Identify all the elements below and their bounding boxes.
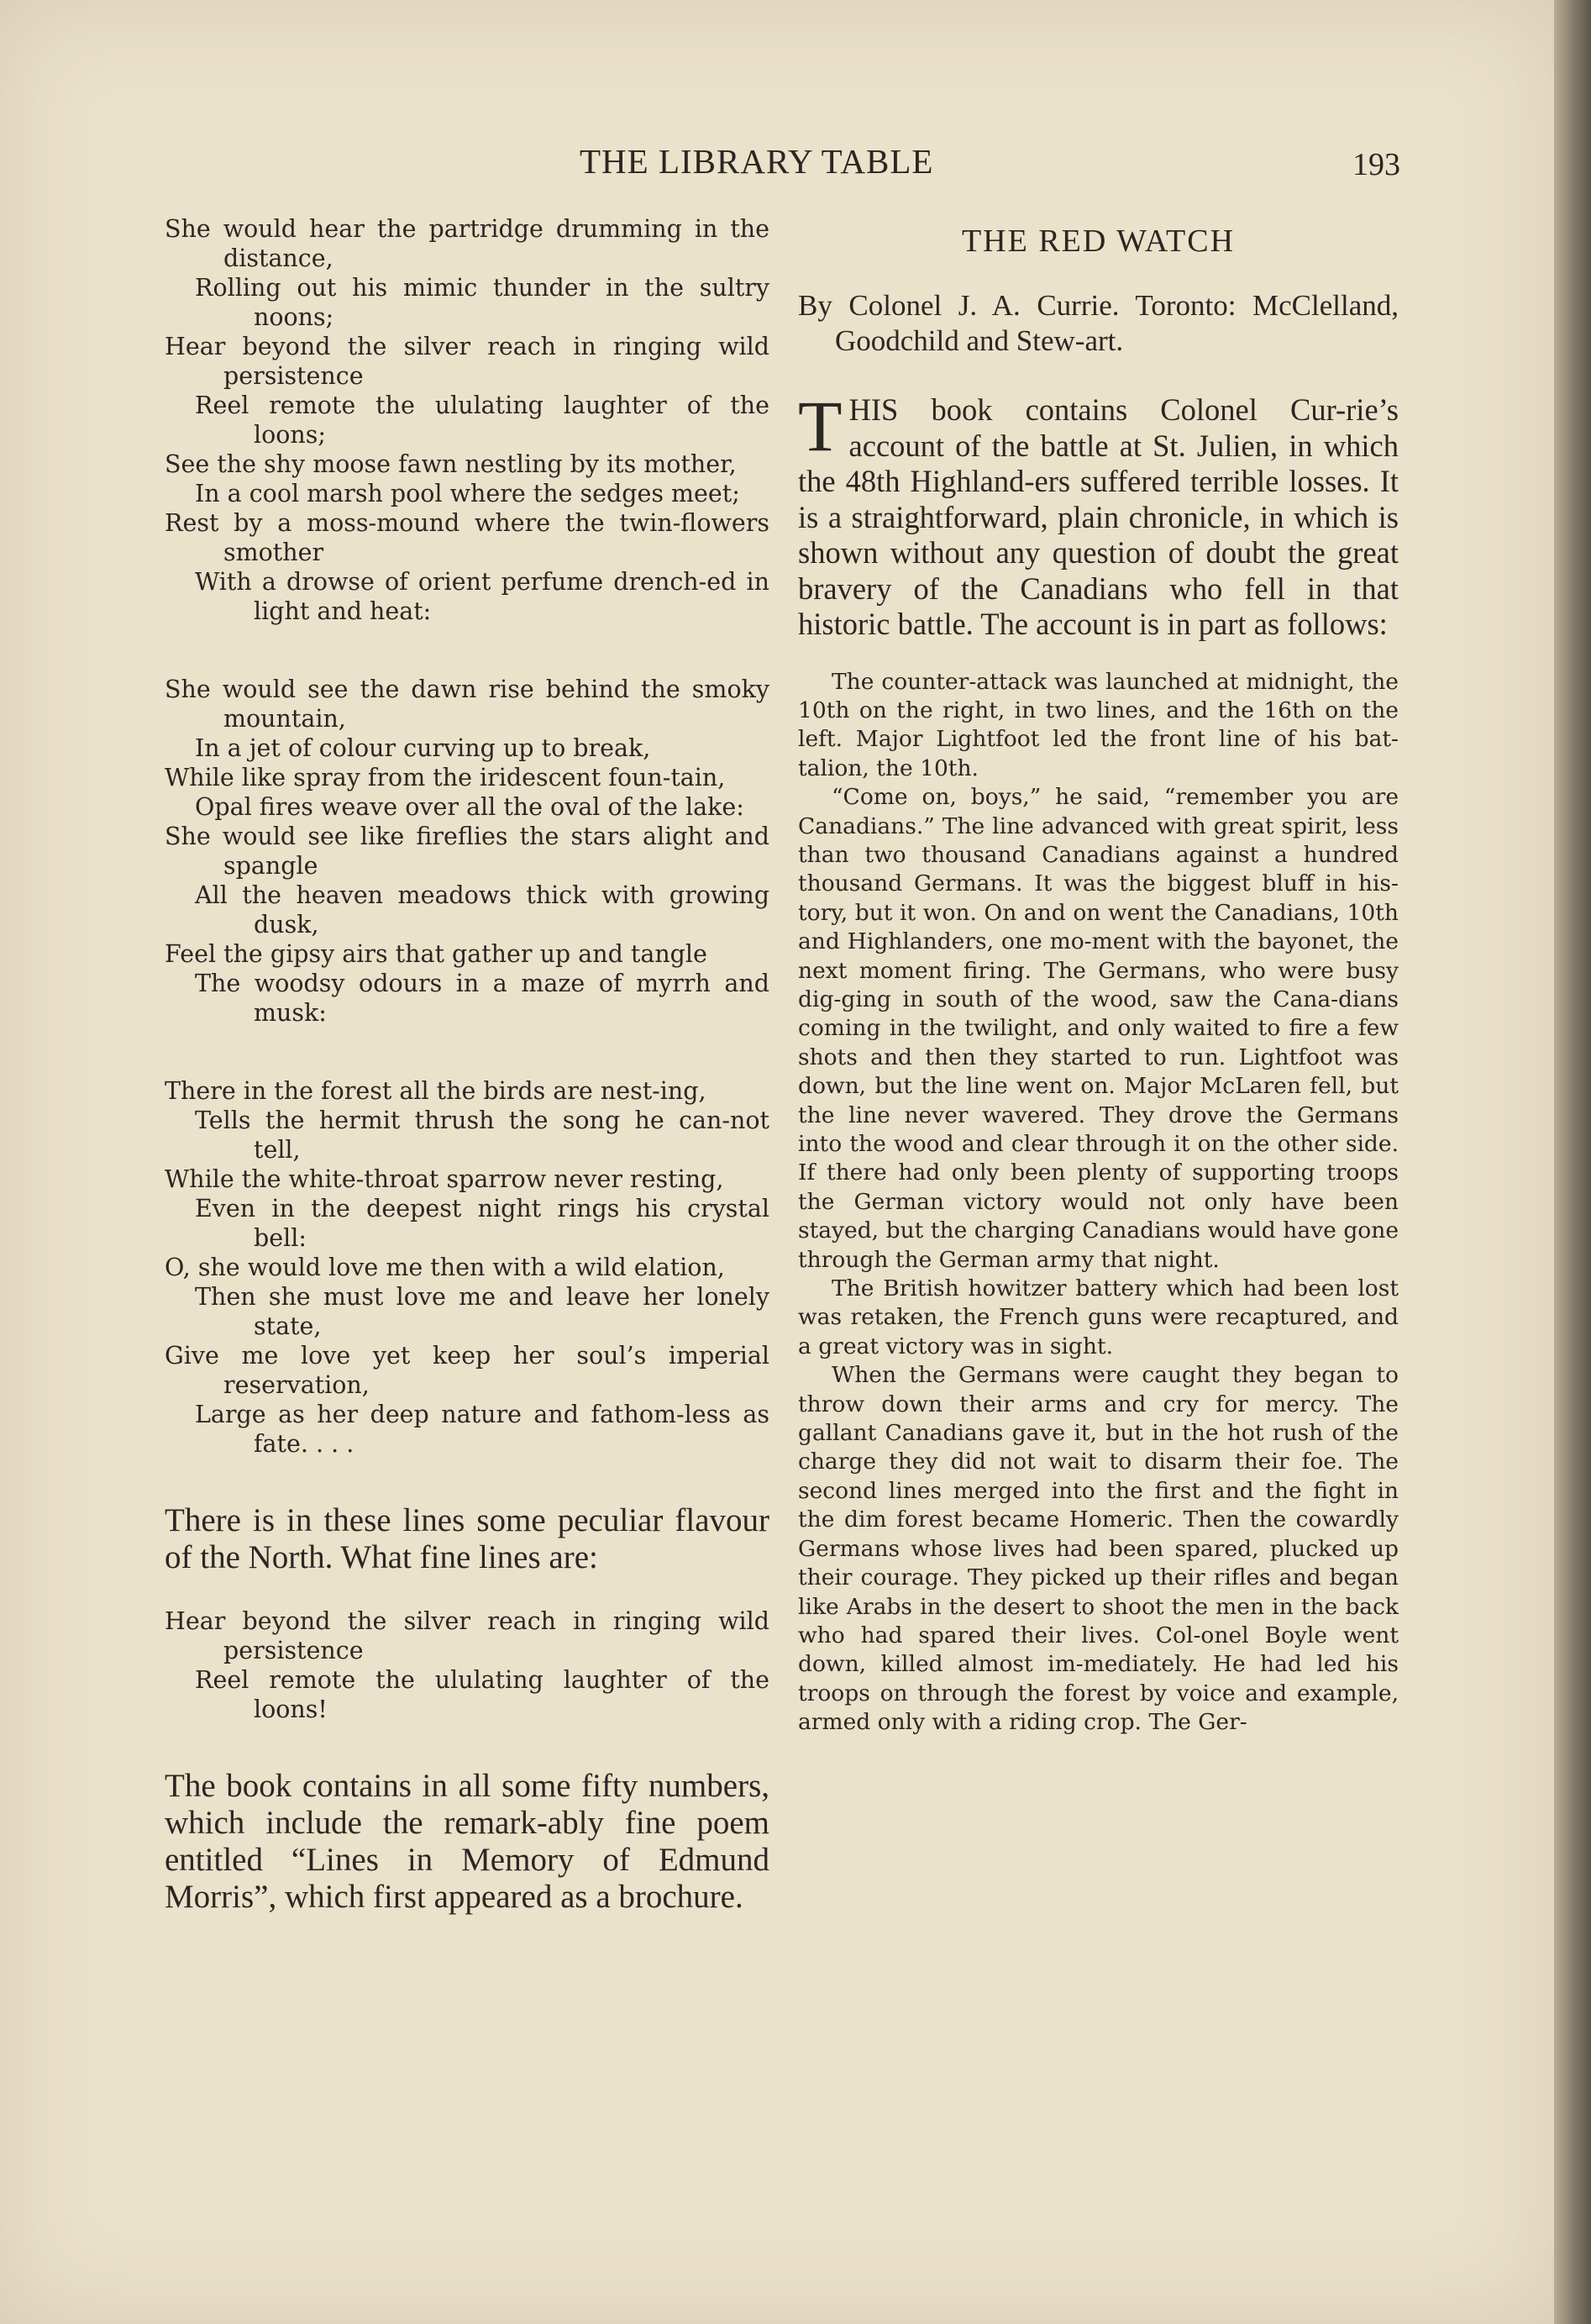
poem-line: She would hear the partridge drumming in the distance,	[165, 215, 769, 272]
extract-paragraph: The British howitzer battery which had been lost was retaken, the French guns were recaptured, and a great victory was in sight.	[798, 1275, 1399, 1359]
poem-line: While the white-throat sparrow never resting,	[165, 1165, 724, 1193]
extract-paragraph: When the Germans were caught they began to throw down their arms and cry for mercy. The gallant Canadians gave it, but in the hot rush of the charge they did not wait to disarm their foe. The second lines merged into the first and the fight in the dim forest became Homeric. Then the cowardly Germans whose lives had been spared, plucked up their courage. They picked up their rifles and began like Arabs in the desert to shoot the men in the back who had spared their lives. Col-onel Boyle went down, killed almost im-mediately. He had led his troops on through the forest by voice and example, armed only with a riding crop. The Ger-	[798, 1362, 1399, 1736]
article-title: THE RED WATCH	[961, 223, 1236, 259]
quoted-extract	[798, 668, 1399, 1738]
poem-line: Reel remote the ululating laughter of the loons;	[195, 392, 769, 449]
extract-paragraph: “Come on, boys,” he said, “remember you are Canadians.” The line advanced with great spirit, less than two thousand Canadians against a hundred thousand Germans. It was the biggest bluff in his-tory, but it won. On and on went the Canadians, 10th and Highlanders, one mo-ment with the bayonet, the next moment firing. The Germans, who were busy dig-ging in south of the wood, saw the Cana-dians coming in the twilight, and only waited to fire a few shots and then they started to run. Lightfoot was down, but the line went on. Major McLaren fell, but the line never wavered. They drove the Germans into the wood and clear through it on the other side. If there had only been plenty of supporting troops the German victory would not only have been stayed, but the charging Canadians would have gone through the German army that night.	[798, 784, 1399, 1273]
poem-line: Hear beyond the silver reach in ringing wild persistence	[165, 1607, 769, 1664]
intro-text: HIS book contains Colonel Cur-rie’s account of the battle at St. Julien, in which the 48th Highland-ers suffered terrible losses. It is a straightforward, plain chronicle, in which is shown without any question of doubt the great bravery of the Canadians who fell in that historic battle. The account is in part as follows:	[798, 392, 1399, 641]
poem-line: See the shy moose fawn nestling by its mother,	[165, 450, 737, 478]
stanza-gap	[165, 626, 769, 675]
byline: By Colonel J. A. Currie. Toronto: McClelland, Goodchild and Stew-art.	[798, 289, 1399, 357]
poem-line: Large as her deep nature and fathom-less as fate. . . .	[195, 1401, 769, 1458]
right-column	[798, 223, 1399, 1738]
poem-line: She would see like fireflies the stars alight and spangle	[165, 823, 769, 880]
commentary-paragraph: The book contains in all some fifty numbers, which include the remark-ably fine poem entitled “Lines in Memory of Edmund Morris”, which first appeared as a brochure.	[165, 1768, 769, 1915]
page-edge-shadow	[1554, 0, 1591, 2324]
page-number: 193	[1352, 147, 1400, 182]
poem-line: Reel remote the ululating laughter of the loons!	[195, 1666, 769, 1723]
poem-line: There in the forest all the birds are nest-ing,	[165, 1077, 706, 1105]
poem-stanza-1	[165, 214, 769, 626]
running-head	[0, 141, 1554, 192]
poem-line: O, she would love me then with a wild elation,	[165, 1254, 725, 1281]
poem-line: With a drowse of orient perfume drench-ed in light and heat:	[195, 568, 769, 625]
poem-stanza-2	[165, 675, 769, 1028]
poem-line: Tells the hermit thrush the song he can-not tell,	[195, 1107, 769, 1164]
poem-line: All the heaven meadows thick with growing dusk,	[195, 881, 769, 939]
stanza-gap	[165, 1028, 769, 1076]
commentary-paragraph: There is in these lines some peculiar flavour of the North. What fine lines are:	[165, 1502, 769, 1575]
poem-line: In a jet of colour curving up to break,	[195, 734, 651, 762]
poem-line: She would see the dawn rise behind the smoky mountain,	[165, 676, 769, 733]
poem-line: Rolling out his mimic thunder in the sultry noons;	[195, 274, 769, 331]
poem-line: While like spray from the iridescent foun-tain,	[165, 764, 726, 791]
poem-line: Give me love yet keep her soul’s imperial reservation,	[165, 1342, 769, 1399]
poem-line: Even in the deepest night rings his crystal bell:	[195, 1195, 769, 1252]
poem-line: The woodsy odours in a maze of myrrh and musk:	[195, 970, 769, 1027]
poem-stanza-3	[165, 1076, 769, 1459]
extract-paragraph: The counter-attack was launched at midnight, the 10th on the right, in two lines, and the 16th on the left. Major Lightfoot led the front line of his bat-talion, the 10th.	[798, 668, 1399, 781]
intro-paragraph	[798, 386, 1399, 643]
drop-cap: T	[798, 386, 843, 466]
running-title: THE LIBRARY TABLE	[580, 142, 934, 181]
poem-line: Opal fires weave over all the oval of the lake:	[195, 793, 744, 821]
poem-line: Then she must love me and leave her lonely state,	[195, 1283, 769, 1340]
quoted-lines	[165, 1606, 769, 1724]
poem-line: Feel the gipsy airs that gather up and tangle	[165, 940, 707, 968]
poem-line: In a cool marsh pool where the sedges meet;	[195, 480, 740, 507]
left-column	[165, 214, 769, 1916]
poem-line: Hear beyond the silver reach in ringing wild persistence	[165, 333, 769, 390]
poem-line: Rest by a moss-mound where the twin-flowers smother	[165, 509, 769, 566]
